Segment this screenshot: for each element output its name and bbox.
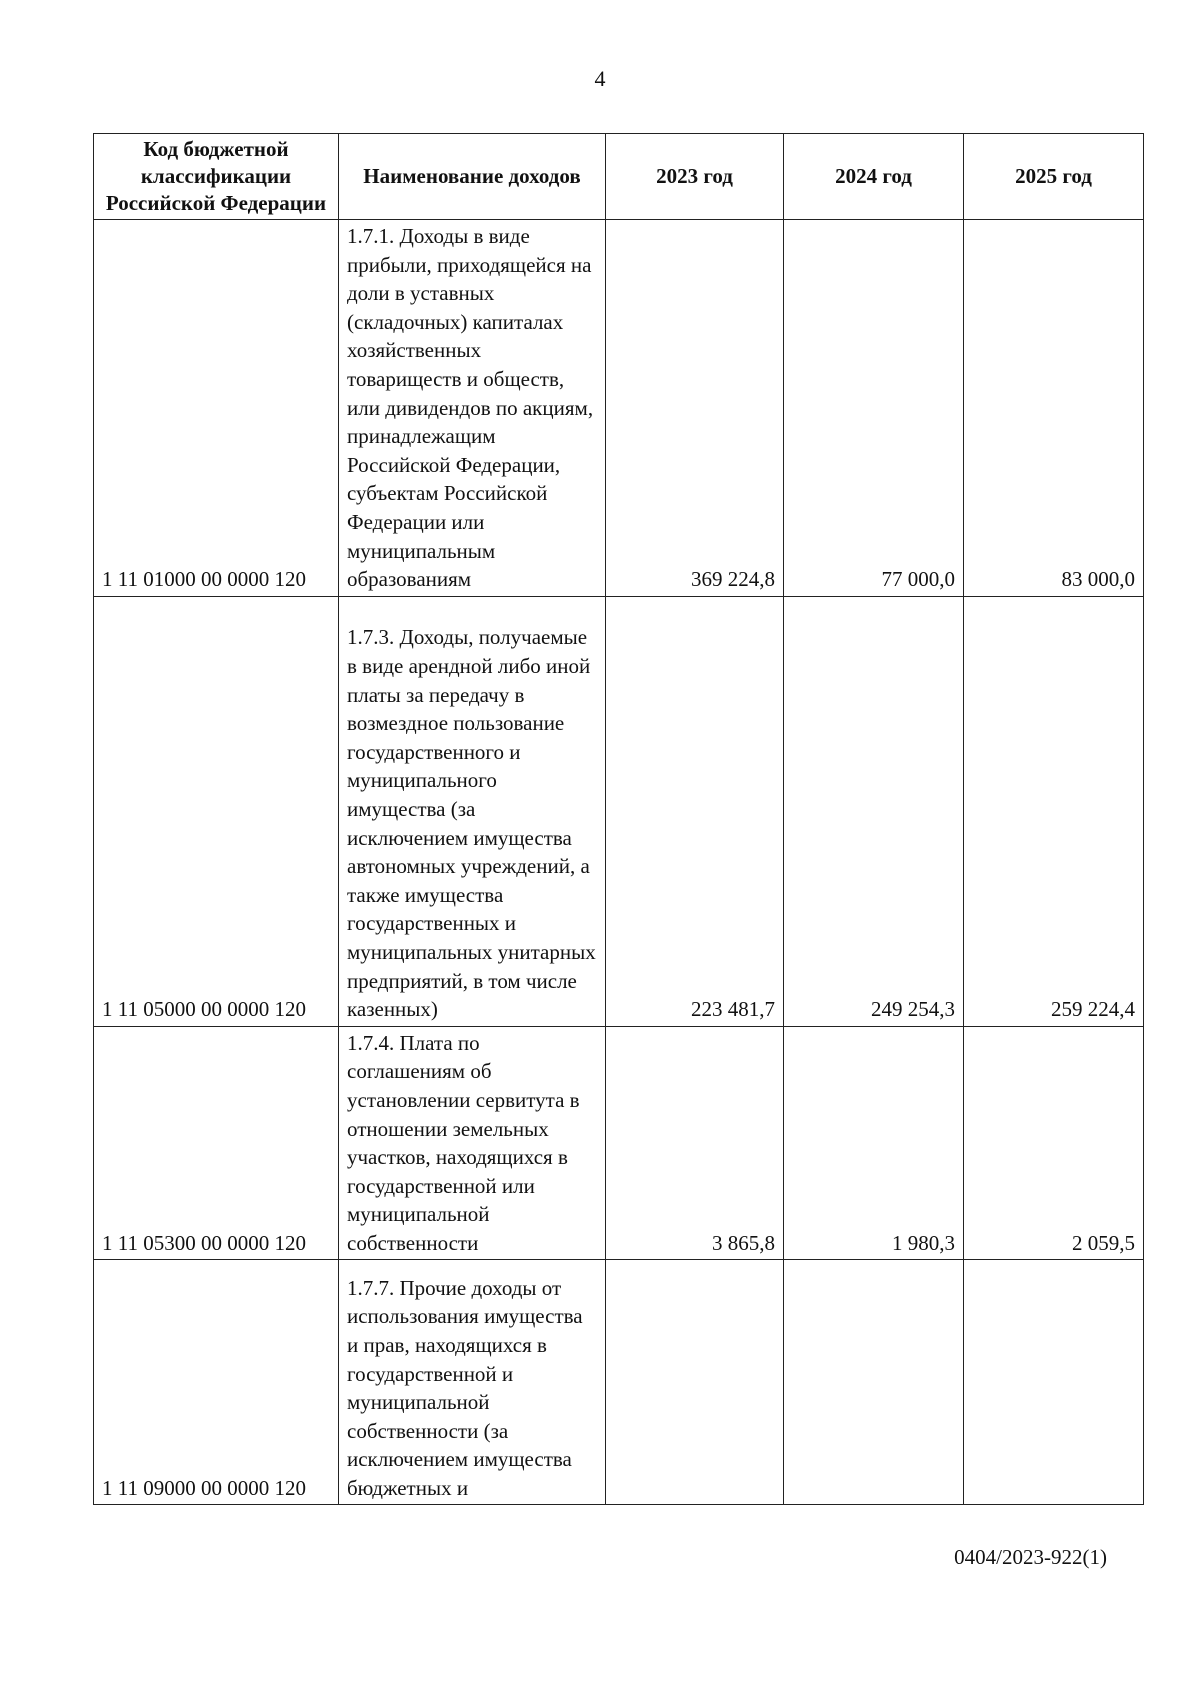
- table-row: [94, 596, 1144, 1026]
- table-row: [94, 1026, 1144, 1260]
- row-value-2024: 77 000,0: [784, 220, 964, 597]
- row-value-2025: 259 224,4: [964, 596, 1144, 1026]
- row-value-2025: 2 059,5: [964, 1026, 1144, 1260]
- row-value-2023: 223 481,7: [606, 596, 784, 1026]
- table-row: [94, 1260, 1144, 1505]
- header-2024: 2024 год: [784, 134, 964, 220]
- header-2023: 2023 год: [606, 134, 784, 220]
- document-number: 0404/2023-922(1): [954, 1545, 1107, 1569]
- row-value-2025: [964, 1260, 1144, 1505]
- row-name: 1.7.4. Плата по соглашениям об установлении сервитута в отношении земельных участков, находящихся в государственной или муниципальной собственности: [339, 1026, 606, 1260]
- row-value-2023: [606, 1260, 784, 1505]
- header-2025: 2025 год: [964, 134, 1144, 220]
- table-row: [94, 220, 1144, 597]
- header-name: Наименование доходов: [339, 134, 606, 220]
- row-code: 1 11 09000 00 0000 120: [94, 1260, 339, 1505]
- row-value-2024: 1 980,3: [784, 1026, 964, 1260]
- row-name: 1.7.3. Доходы, получаемые в виде арендной либо иной платы за передачу в возмездное пользование государственного и муниципального имущества (за исключением имущества автономных учреждений, а также имущества государственных и муниципальных унитарных предприятий, в том числе казенных): [339, 596, 606, 1026]
- header-code: Код бюджетной классификации Российской Федерации: [94, 134, 339, 220]
- row-code: 1 11 05000 00 0000 120: [94, 596, 339, 1026]
- table-header-row: [94, 134, 1144, 220]
- row-code: 1 11 01000 00 0000 120: [94, 220, 339, 597]
- row-value-2024: 249 254,3: [784, 596, 964, 1026]
- revenue-table: [93, 133, 1144, 1505]
- row-value-2024: [784, 1260, 964, 1505]
- row-name: 1.7.7. Прочие доходы от использования имущества и прав, находящихся в государственной и муниципальной собственности (за исключением имущества бюджетных и: [339, 1260, 606, 1505]
- row-code: 1 11 05300 00 0000 120: [94, 1026, 339, 1260]
- row-value-2023: 369 224,8: [606, 220, 784, 597]
- row-value-2023: 3 865,8: [606, 1026, 784, 1260]
- row-name: 1.7.1. Доходы в виде прибыли, приходящейся на доли в уставных (складочных) капиталах хозяйственных товариществ и обществ, или дивидендов по акциям, принадлежащим Российской Федерации, субъектам Российской Федерации или муниципальным образованиям: [339, 220, 606, 597]
- row-value-2025: 83 000,0: [964, 220, 1144, 597]
- page-number: 4: [594, 66, 606, 91]
